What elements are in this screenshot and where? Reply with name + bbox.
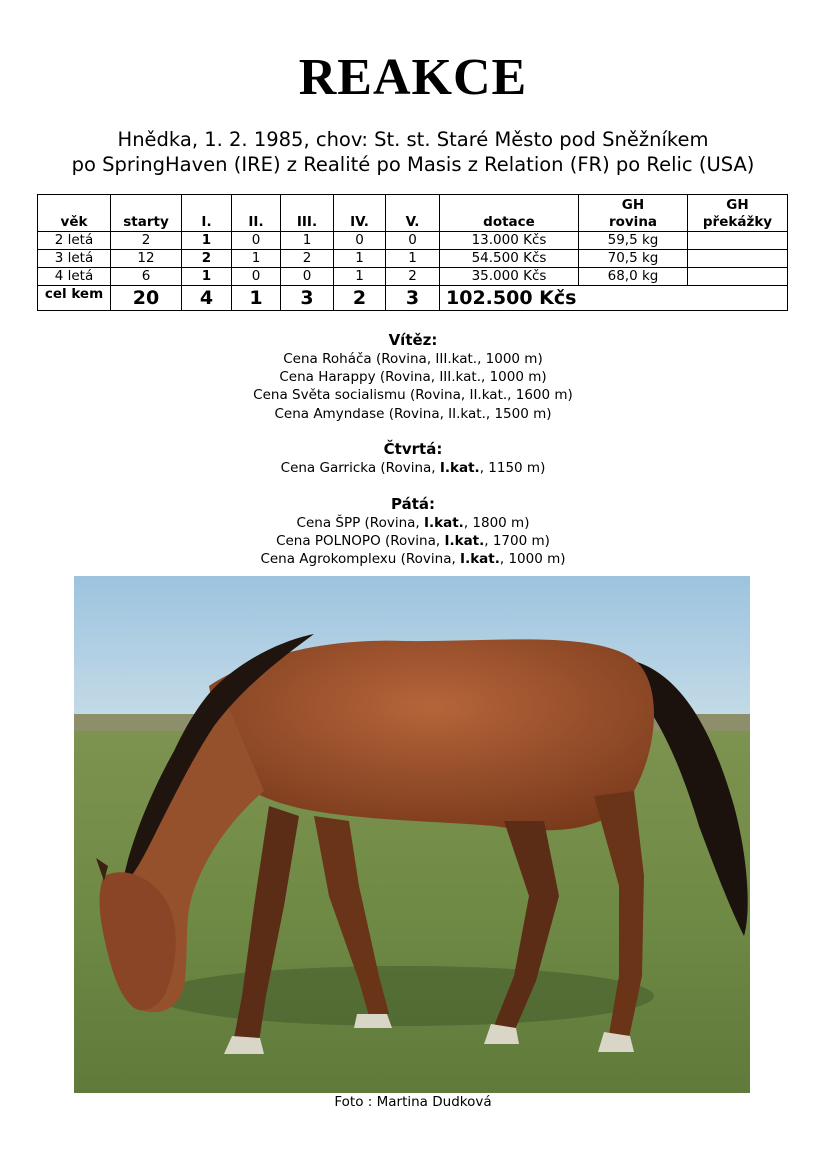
- cell-place-2: 0: [232, 268, 281, 286]
- birth-breeder-line: Hnědka, 1. 2. 1985, chov: St. st. Staré Město pod Sněžníkem: [117, 128, 709, 151]
- header-place-4: IV.: [334, 195, 386, 232]
- cell-place-5: 0: [386, 232, 440, 250]
- total-place-4: 2: [334, 286, 386, 311]
- total-place-5: 3: [386, 286, 440, 311]
- race-item: Cena Světa socialismu (Rovina, II.kat., 1600 m): [253, 387, 573, 404]
- cell-place-1: 2: [182, 250, 232, 268]
- race-item: Cena ŠPP (Rovina, I.kat., 1800 m): [296, 515, 530, 532]
- cell-place-2: 0: [232, 232, 281, 250]
- cell-place-4: 1: [334, 268, 386, 286]
- cell-place-4: 0: [334, 232, 386, 250]
- cell-prize: 13.000 Kčs: [440, 232, 579, 250]
- winner-heading: Vítěz:: [388, 331, 438, 349]
- race-item: Cena Agrokomplexu (Rovina, I.kat., 1000 m): [260, 551, 566, 568]
- cell-place-3: 1: [281, 232, 334, 250]
- cell-starts: 2: [111, 232, 182, 250]
- header-place-2: II.: [232, 195, 281, 232]
- table-row: [38, 232, 788, 250]
- cell-gh-jump: [688, 232, 788, 250]
- cell-prize: 54.500 Kčs: [440, 250, 579, 268]
- photo-caption: Foto : Martina Dudková: [334, 1094, 492, 1110]
- header-gh-flat: [579, 195, 688, 232]
- header-prize: dotace: [440, 195, 579, 232]
- pedigree-line: po SpringHaven (IRE) z Realité po Masis z Relation (FR) po Relic (USA): [71, 153, 755, 176]
- table-row: [38, 250, 788, 268]
- cell-age: 4 letá: [38, 268, 111, 286]
- total-starts: 20: [111, 286, 182, 311]
- race-item: Cena Garricka (Rovina, I.kat., 1150 m): [280, 459, 546, 476]
- cell-gh-flat: 68,0 kg: [579, 268, 688, 286]
- total-place-3: 3: [281, 286, 334, 311]
- header-place-5: V.: [386, 195, 440, 232]
- race-item: Cena Amyndase (Rovina, II.kat., 1500 m): [274, 405, 552, 422]
- table-total-row: [38, 286, 788, 311]
- cell-place-1: 1: [182, 232, 232, 250]
- cell-place-4: 1: [334, 250, 386, 268]
- header-starts: starty: [111, 195, 182, 232]
- cell-gh-flat: 59,5 kg: [579, 232, 688, 250]
- cell-place-5: 1: [386, 250, 440, 268]
- header-gh-jump-top: GH: [726, 197, 749, 213]
- race-results: [0, 331, 826, 569]
- header-gh-flat-top: GH: [621, 197, 645, 213]
- cell-age: 3 letá: [38, 250, 111, 268]
- header-gh-jump-bottom: překážky: [702, 214, 773, 230]
- total-place-2: 1: [232, 286, 281, 311]
- total-label: cel kem: [38, 286, 111, 311]
- header-gh-flat-bottom: rovina: [608, 214, 658, 230]
- header-age: věk: [38, 195, 111, 232]
- cell-place-2: 1: [232, 250, 281, 268]
- table-header-row: [38, 195, 788, 232]
- table-row: [38, 268, 788, 286]
- fifth-place-heading: Pátá:: [390, 495, 435, 514]
- race-statistics-table: [37, 194, 788, 311]
- race-item: Cena Harappy (Rovina, III.kat., 1000 m): [279, 369, 547, 386]
- race-item: Cena Roháča (Rovina, III.kat., 1000 m): [283, 351, 543, 367]
- horse-name-title: REAKCE: [298, 49, 528, 106]
- cell-starts: 12: [111, 250, 182, 268]
- header-place-1: I.: [182, 195, 232, 232]
- header-gh-jump: [688, 195, 788, 232]
- cell-gh-flat: 70,5 kg: [579, 250, 688, 268]
- cell-place-3: 2: [281, 250, 334, 268]
- cell-starts: 6: [111, 268, 182, 286]
- cell-place-1: 1: [182, 268, 232, 286]
- total-place-1: 4: [182, 286, 232, 311]
- cell-gh-jump: [688, 268, 788, 286]
- fourth-place-heading: Čtvrtá:: [383, 439, 443, 458]
- race-item: Cena POLNOPO (Rovina, I.kat., 1700 m): [276, 533, 550, 550]
- horse-photo: [74, 576, 750, 1093]
- cell-age: 2 letá: [38, 232, 111, 250]
- cell-gh-jump: [688, 250, 788, 268]
- cell-place-5: 2: [386, 268, 440, 286]
- total-prize: 102.500 Kčs: [440, 286, 788, 311]
- cell-place-3: 0: [281, 268, 334, 286]
- header-place-3: III.: [281, 195, 334, 232]
- cell-prize: 35.000 Kčs: [440, 268, 579, 286]
